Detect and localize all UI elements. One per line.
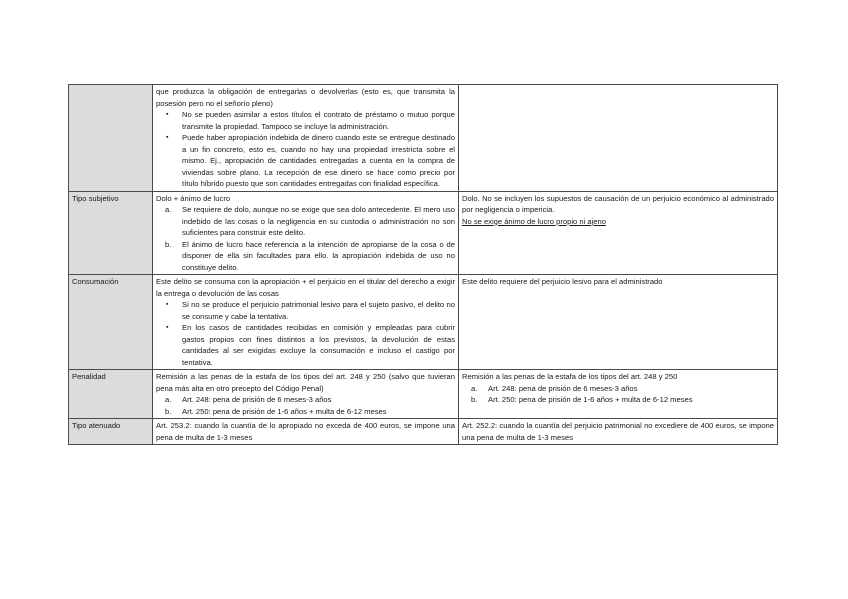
row-header: Penalidad bbox=[69, 370, 153, 419]
list-item bbox=[165, 204, 455, 239]
cell-paragraph: que produzca la obligación de entregarlas o devolverlas (esto es, que transmita la posesión pero no el señorío pleno) bbox=[156, 87, 455, 108]
cell-col2 bbox=[459, 275, 778, 370]
cell-paragraph: Dolo. No se incluyen los supuestos de causación de un perjuicio económico al administrado por negligencia o impericia. bbox=[462, 193, 774, 214]
cell-col2 bbox=[459, 370, 778, 419]
table-row-tipo-subjetivo bbox=[69, 191, 778, 275]
list-item bbox=[471, 383, 774, 395]
underlined-note: No se exige ánimo de lucro propio ni ajeno bbox=[462, 216, 606, 226]
bullet-item: ▪ Si no se produce el perjuicio patrimonial lesivo para el sujeto pasivo, el delito no se consume y cabe la tentativa. bbox=[182, 299, 455, 322]
list-marker: b. bbox=[165, 239, 172, 249]
lettered-list bbox=[156, 204, 455, 273]
cell-col2 bbox=[459, 191, 778, 275]
cell-col1-continuation bbox=[153, 85, 459, 192]
cell-col2 bbox=[459, 419, 778, 445]
list-marker: a. bbox=[165, 205, 172, 214]
cell-paragraph: Remisión a las penas de la estafa de los tipos del art. 248 y 250 (salvo que tuvieran pena más alta en otro precepto del Código Penal) bbox=[156, 372, 455, 393]
table-row-continuation bbox=[69, 85, 778, 192]
bullet-list bbox=[156, 109, 455, 190]
list-item bbox=[471, 394, 774, 406]
list-item-text: Art. 248: pena de prisión de 6 meses-3 años bbox=[488, 383, 638, 393]
list-item-text: Art. 250: pena de prisión de 1-6 años + multa de 6-12 meses bbox=[182, 406, 387, 416]
list-marker: a. bbox=[471, 383, 478, 393]
cell-col1 bbox=[153, 419, 459, 445]
row-header-empty bbox=[69, 85, 153, 192]
bullet-item: ▪ Puede haber apropiación indebida de dinero cuando este se entregue destinado a un fin concreto, esto es, cuando no hay una propiedad irrestricta sobre el mismo. Ej., apropiación de cantidades entregadas a cuenta en la compra de viviendas sobre plano. La recepción de ese dinero se hace como precio por título híbrido puesto que son cantidades entregadas con finalidad específica. bbox=[182, 132, 455, 190]
table-row-tipo-atenuado bbox=[69, 419, 778, 445]
row-header: Consumación bbox=[69, 275, 153, 370]
bullet-item: ▪ En los casos de cantidades recibidas en comisión y empleadas para cubrir gastos propios con fines distintos a los previstos, la devolución de estas cantidades al ser exigidas excluye la consumación e incluso el castigo por tentativa. bbox=[182, 322, 455, 368]
cell-paragraph: Este delito requiere del perjuicio lesivo para el administrado bbox=[462, 277, 663, 286]
cell-paragraph: Este delito se consuma con la apropiación + el perjuicio en el titular del derecho a exigir la entrega o devolución de las cosas bbox=[156, 277, 455, 298]
list-item-text: Art. 250: pena de prisión de 1-6 años + multa de 6-12 meses bbox=[488, 395, 693, 404]
list-marker: b. bbox=[165, 406, 172, 416]
bullet-list bbox=[156, 299, 455, 368]
comparison-table bbox=[68, 84, 778, 445]
list-item-text: El ánimo de lucro hace referencia a la intención de apropiarse de la cosa o de disponer de ella sin facultades para ello. la apropiación indebida de uso no constituye delito. bbox=[182, 239, 455, 272]
lettered-list bbox=[462, 383, 774, 406]
cell-paragraph: Art. 252.2: cuando la cuantía del perjuicio patrimonial no excediere de 400 euros, se impone una pena de multa de 1-3 meses bbox=[462, 421, 774, 442]
lettered-list bbox=[156, 394, 455, 417]
cell-paragraph: Dolo + ánimo de lucro bbox=[156, 193, 231, 203]
cell-paragraph: Remisión a las penas de la estafa de los tipos del art. 248 y 250 bbox=[462, 372, 678, 381]
cell-paragraph: Art. 253.2: cuando la cuantía de lo apropiado no exceda de 400 euros, se impone una pena de multa de 1-3 meses bbox=[156, 421, 455, 442]
row-header: Tipo subjetivo bbox=[69, 191, 153, 275]
table-row-penalidad bbox=[69, 370, 778, 419]
list-marker: b. bbox=[471, 395, 478, 404]
list-item-text: Se requiere de dolo, aunque no se exige que sea dolo antecedente. El mero uso indebido de las cosas o la negligencia en su custodia o administración no son suficientes para construir este delito. bbox=[182, 205, 455, 237]
list-item bbox=[165, 394, 455, 406]
row-header: Tipo atenuado bbox=[69, 419, 153, 445]
list-marker: a. bbox=[165, 395, 172, 404]
list-item bbox=[165, 406, 455, 418]
list-item bbox=[165, 239, 455, 274]
cell-col1 bbox=[153, 191, 459, 275]
cell-col2-continuation bbox=[459, 85, 778, 192]
table-row-consumacion bbox=[69, 275, 778, 370]
cell-col1 bbox=[153, 370, 459, 419]
list-item-text: Art. 248: pena de prisión de 6 meses-3 años bbox=[182, 395, 332, 404]
bullet-item: ▪ No se pueden asimilar a estos títulos el contrato de préstamo o mutuo porque transmite la propiedad. Tampoco se incluye la administración. bbox=[182, 109, 455, 132]
cell-col1 bbox=[153, 275, 459, 370]
